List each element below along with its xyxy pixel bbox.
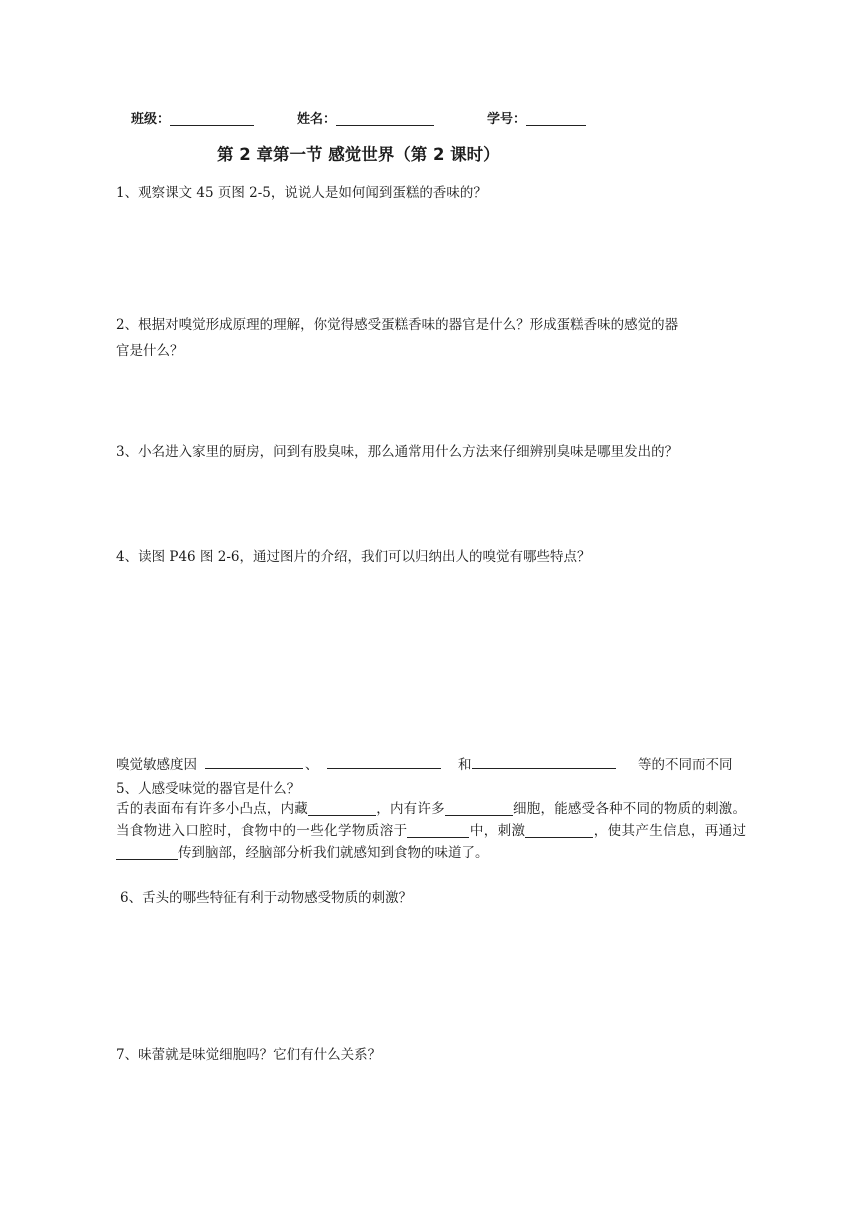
sensitivity-blank-2[interactable] [327,754,441,769]
sensitivity-blank-1[interactable] [205,754,303,769]
question-2-line-2: 官是什么？ [116,343,184,359]
name-label: 姓名： [297,112,337,127]
question-7: 7、味蕾就是味觉细胞吗？它们有什么关系？ [116,1047,382,1063]
q5-part-1: 舌的表面布有许多小凸点，内藏 [116,801,309,817]
class-label: 班级： [131,112,171,127]
question-3: 3、小名进入家里的厨房，问到有股臭味，那么通常用什么方法来仔细辨别臭味是哪里发出的？ [116,444,679,460]
question-2-line-1: 2、根据对嗅觉形成原理的理解，你觉得感受蛋糕香味的器官是什么？形成蛋糕香味的感觉的器 [116,317,679,333]
name-blank[interactable] [336,111,434,126]
page-title: 第 2 章第一节 感觉世界（第 2 课时） [217,145,500,164]
q5-part-2: ，内有许多 [376,801,445,817]
sensitivity-sep-2: 和 [458,757,472,773]
question-4: 4、读图 P46 图 2-6，通过图片的介绍，我们可以归纳出人的嗅觉有哪些特点？ [116,549,591,565]
sensitivity-sep-1: 、 [305,757,319,773]
question-5: 5、人感受味觉的器官是什么？ [116,781,301,797]
q5-part-3: 细胞，能感受各种不同的物质的刺激。当食物进入口腔时，食物中的一些化学物质溶于 [116,801,747,839]
q5-part-6: 传到脑部，经脑部分析我们就感知到食物的味道了。 [178,845,489,861]
q5-blank-4[interactable] [525,823,593,838]
sensitivity-suffix: 等的不同而不同 [638,757,733,773]
sensitivity-prefix: 嗅觉敏感度因 [116,757,197,773]
q5-part-5: ，使其产生信息，再通过 [593,823,747,839]
q5-part-4: 中，刺激 [469,823,526,839]
class-blank[interactable] [170,111,254,126]
class-field [131,108,254,127]
id-label: 学号： [487,112,527,127]
id-blank[interactable] [526,111,586,126]
name-field [297,108,434,127]
q5-blank-3[interactable] [407,823,469,838]
id-field [487,108,586,127]
question-6: 6、舌头的哪些特征有利于动物感受物质的刺激？ [120,890,413,906]
question-1: 1、观察课文 45 页图 2-5，说说人是如何闻到蛋糕的香味的？ [116,185,487,201]
sensitivity-blank-3[interactable] [472,754,616,769]
q5-blank-5[interactable] [116,845,178,860]
q5-blank-2[interactable] [445,801,513,816]
question-5-paragraph [116,798,746,864]
q5-blank-1[interactable] [308,801,376,816]
